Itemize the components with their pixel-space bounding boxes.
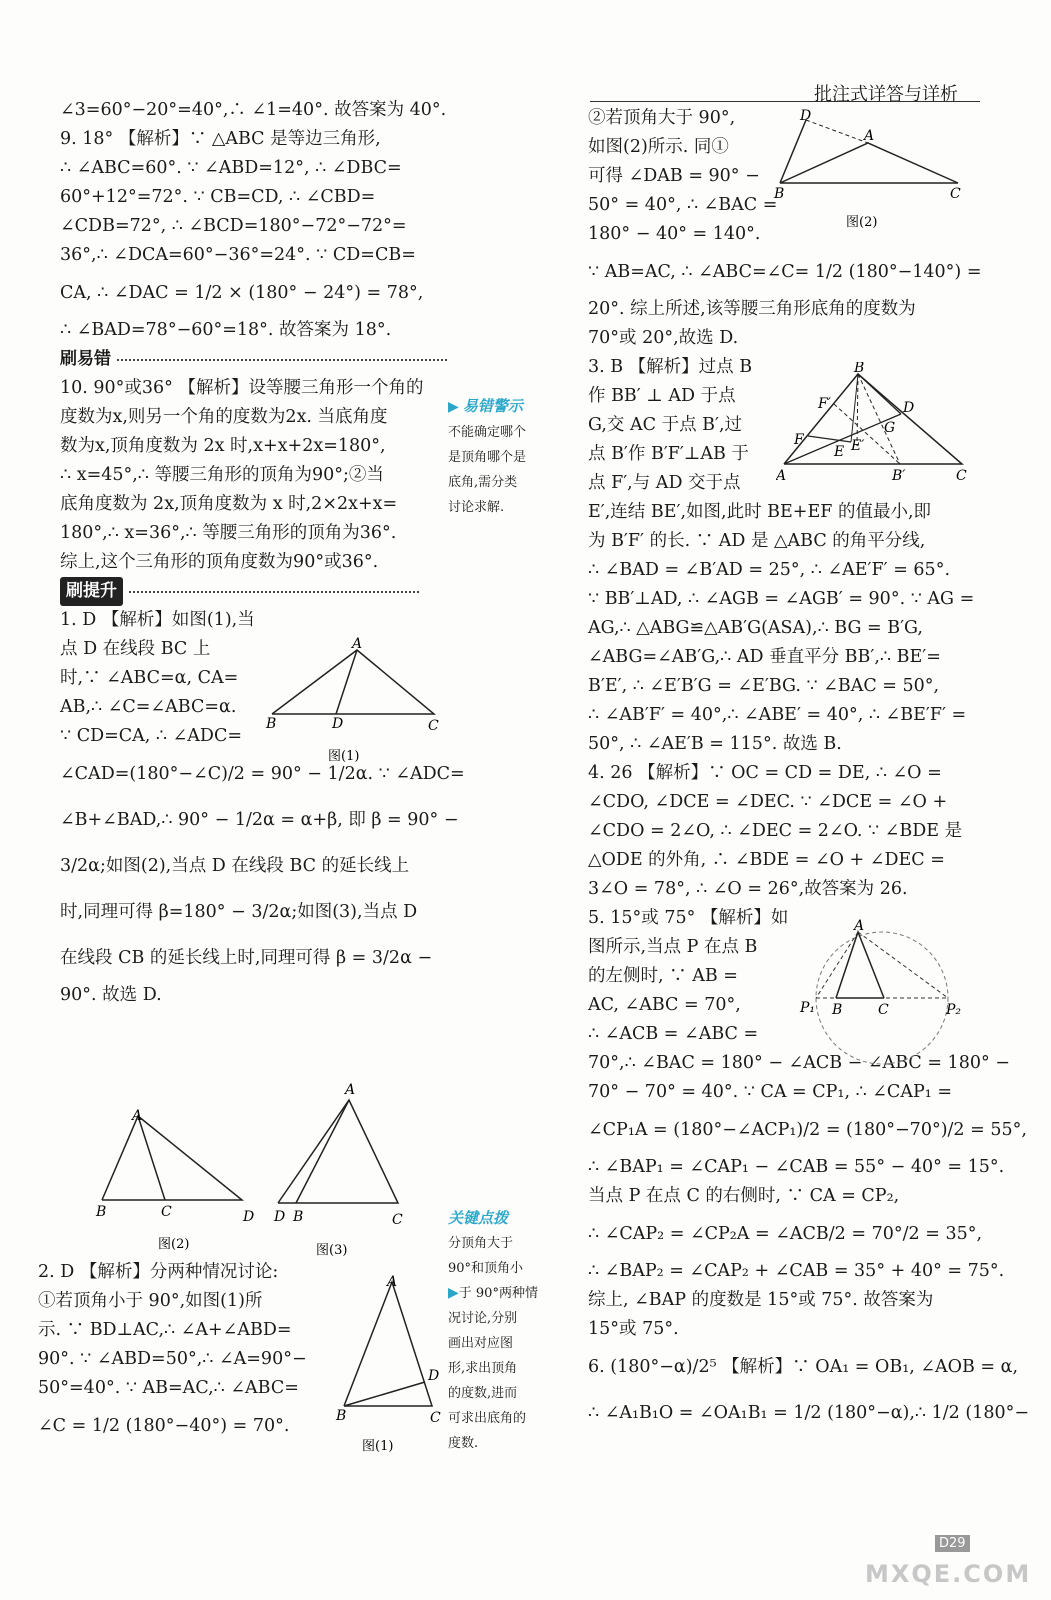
segment-da-dashed (806, 120, 868, 143)
sidebar-line: 画出对应图 (448, 1336, 514, 1351)
text-line: ∵ CD=CA, ∴ ∠ADC= (60, 726, 243, 746)
text-line: 36°,∴ ∠DCA=60°−36°=24°. ∵ CD=CB= (60, 245, 416, 265)
text-line: 90°. ∵ ∠ABD=50°,∴ ∠A=90°− (38, 1349, 307, 1369)
point-label: G (884, 420, 896, 436)
text-line: ∴ ∠AB′F′ = 40°,∴ ∠ABE′ = 40°, ∴ ∠BE′F′ = (588, 705, 967, 725)
arrow-icon: ▶ (448, 1285, 459, 1301)
text-line: 180° − 40° = 140°. (588, 224, 761, 244)
text-line: 60°+12°=72°. ∵ CB=CD, ∴ ∠CBD= (60, 187, 376, 207)
sidebar-line: 讨论求解. (448, 500, 505, 515)
text-line: 点 F′,与 AD 交于点 (588, 473, 741, 493)
sidebar-line: 的度数,进而 (448, 1386, 518, 1401)
sidebar-line: 可求出底角的 (448, 1411, 527, 1426)
text-line: 50°=40°. ∵ AB=AC,∴ ∠ABC= (38, 1378, 299, 1398)
point-label: D (800, 108, 812, 124)
point-label: A (352, 636, 363, 652)
segment-bd (344, 1382, 425, 1406)
point-label: C (430, 1410, 441, 1426)
figure-q1-2-3 (90, 1078, 420, 1262)
text-line: ∠CDO, ∠DCE = ∠DEC. ∵ ∠DCE = ∠O + (588, 792, 948, 812)
text-line: 20°. 综上所述,该等腰三角形底角的度数为 (588, 299, 916, 319)
text-line: 数为x,顶角度数为 2x 时,x+x+2x=180°, (60, 436, 386, 456)
text-line: ∠CDO = 2∠O, ∴ ∠DEC = 2∠O. ∵ ∠BDE 是 (588, 821, 963, 841)
triangle-q1-3 (278, 1100, 398, 1203)
text-line: 时,同理可得 β=180° − 3/2α;如图(3),当点 D (60, 902, 418, 922)
text-line: 图所示,当点 P 在点 B (588, 937, 758, 957)
sidebar-warning (448, 394, 526, 520)
figure-caption: 图(1) (362, 1439, 394, 1454)
text-line: 50°, ∴ ∠AE′B = 115°. 故选 B. (588, 734, 842, 754)
text-line: 4. 26 【解析】∵ OC = CD = DE, ∴ ∠O = (588, 763, 942, 783)
sidebar-line: 是顶角哪个是 (448, 450, 527, 465)
point-label: P₁ (800, 1000, 816, 1016)
text-line: AC, ∠ABC = 70°, (588, 995, 741, 1015)
sidebar-line: ▶于 90°两种情 (448, 1285, 538, 1301)
point-label: B (774, 186, 785, 202)
point-label: C (878, 1002, 889, 1018)
triangle-abc (836, 932, 884, 998)
watermark: MXQE.COM (865, 1560, 1032, 1588)
text-line: 点 D 在线段 BC 上 (60, 639, 211, 659)
section-improve (60, 577, 465, 606)
sidebar-line: 底角,需分类 (448, 475, 518, 490)
text-line: 2. D 【解析】分两种情况讨论: (38, 1262, 279, 1282)
text-line: ∴ ∠ACB = ∠ABC = (588, 1024, 759, 1044)
text-line: ∠CP₁A = (180°−∠ACP₁)/2 = (180°−70°)/2 = 55°, (588, 1120, 1027, 1140)
text-line: 综上,这个三角形的顶角度数为90°或36°. (60, 552, 379, 572)
text-line: 6. (180°−α)/2⁵ 【解析】∵ OA₁ = OB₁, ∠AOB = α, (588, 1357, 1019, 1377)
figure-q3 (776, 362, 976, 496)
figure-q2-1 (332, 1270, 447, 1469)
point-label: A (854, 918, 865, 934)
segment-fe (808, 436, 851, 442)
point-label: D (332, 716, 344, 732)
text-line: 70°,∴ ∠BAC = 180° − ∠ACB − ∠ABC = 180° − (588, 1053, 1010, 1073)
point-label: B (832, 1002, 843, 1018)
sidebar-line: 度数. (448, 1436, 479, 1451)
point-label: C (161, 1204, 172, 1220)
point-label: B′ (892, 468, 906, 484)
segment-ac (138, 1116, 165, 1200)
point-label: F′ (818, 396, 831, 412)
text-line: 为 B′F′ 的长. ∵ AD 是 △ABC 的角平分线, (588, 531, 926, 551)
point-label: B (336, 1408, 347, 1424)
triangle-q1-2 (102, 1116, 242, 1200)
text-line: ∵ AB=AC, ∴ ∠ABC=∠C= 1/2 (180°−140°) = (588, 262, 982, 282)
text-line: 底角度数为 2x,顶角度数为 x 时,2×2x+x= (60, 494, 398, 514)
point-label: C (428, 718, 439, 734)
point-label: P₂ (946, 1002, 962, 1018)
page-number: D29 (935, 1535, 970, 1552)
text-line: 70°或 20°,故选 D. (588, 328, 739, 348)
left-column-top (60, 96, 465, 1010)
text-line: 的左侧时, ∵ AB = (588, 966, 738, 986)
text-line: ∴ ∠BAP₂ = ∠CAP₂ + ∠CAB = 35° + 40° = 75°. (588, 1261, 1005, 1281)
text-line: ∠CAD=(180°−∠C)/2 = 90° − 1/2α. ∵ ∠ADC= (60, 764, 465, 784)
text-line: 度数为x,则另一个角的度数为2x. 当底角度 (60, 407, 388, 427)
point-label: D (274, 1209, 286, 1225)
sidebar-key-points (448, 1206, 538, 1456)
point-label: A (864, 128, 875, 144)
point-label: D (243, 1209, 255, 1225)
point-label: B (293, 1209, 304, 1225)
text-line: CA, ∴ ∠DAC = 1/2 × (180° − 24°) = 78°, (60, 283, 424, 303)
text-line: 3/2α;如图(2),当点 D 在线段 BC 的延长线上 (60, 856, 410, 876)
text-line: ∴ ∠CAP₂ = ∠CP₂A = ∠ACB/2 = 70°/2 = 35°, (588, 1224, 983, 1244)
text-line: 时,∵ ∠ABC=α, CA= (60, 668, 239, 688)
point-label: B (854, 362, 865, 376)
point-label: F (794, 432, 804, 448)
sidebar-line: 形,求出顶角 (448, 1361, 518, 1376)
text-line: 示. ∵ BD⊥AC,∴ ∠A+∠ABD= (38, 1320, 292, 1340)
arrow-icon: ▶ (448, 399, 459, 415)
text-line: 点 B′作 B′F′⊥AB 于 (588, 444, 749, 464)
text-line: 9. 18° 【解析】∵ △ABC 是等边三角形, (60, 129, 381, 149)
text-line: ∠ABG=∠AB′G,∴ AD 垂直平分 BB′,∴ BE′= (588, 647, 941, 667)
text-line: 90°. 故选 D. (60, 985, 162, 1005)
sidebar-warning-title: ▶ 易错警示 (448, 397, 523, 415)
text-line: ∴ ∠BAD = ∠B′AD = 25°, ∴ ∠AE′F′ = 65°. (588, 560, 951, 580)
figure-q1-1 (262, 636, 452, 770)
point-label: A (776, 468, 787, 484)
header-title: 批注式详答与详析 (814, 84, 958, 105)
point-label: D (428, 1368, 440, 1384)
right-column (588, 104, 1029, 1436)
text-line: ∠C = 1/2 (180°−40°) = 70°. (38, 1416, 290, 1436)
left-column-bottom (38, 1258, 307, 1449)
segment-ad (858, 374, 901, 414)
segment-ab (296, 1100, 349, 1203)
sidebar-line: 分顶角大于 (448, 1236, 514, 1251)
point-label: A (345, 1082, 356, 1098)
text-line: 当点 P 在点 C 的右侧时, ∵ CA = CP₂, (588, 1186, 900, 1206)
point-label: C (392, 1212, 403, 1228)
text-line: 3∠O = 78°, ∴ ∠O = 26°,故答案为 26. (588, 879, 908, 899)
section-error-prone (60, 345, 465, 374)
point-label: D (903, 400, 915, 416)
text-line: ②若顶角大于 90°, (588, 108, 736, 128)
point-label: B (266, 716, 277, 732)
text-line: E′,连结 BE′,如图,此时 BE+EF 的值最小,即 (588, 502, 932, 522)
text-line: AB,∴ ∠C=∠ABC=α. (60, 697, 237, 717)
text-line: 70° − 70° = 40°. ∵ CA = CP₁, ∴ ∠CAP₁ = (588, 1082, 952, 1102)
section-badge: 刷提升 (60, 577, 123, 606)
text-line: 1. D 【解析】如图(1),当 (60, 610, 255, 630)
text-line: 综上, ∠BAP 的度数是 15°或 75°. 故答案为 (588, 1290, 934, 1310)
text-line: ∴ ∠A₁B₁O = ∠OA₁B₁ = 1/2 (180°−α),∴ 1/2 (180°− (588, 1403, 1029, 1423)
text-line: 3. B 【解析】过点 B (588, 357, 753, 377)
text-line: AG,∴ △ABG≌△AB′G(ASA),∴ BG = B′G, (588, 618, 923, 638)
text-line: ∠3=60°−20°=40°,∴ ∠1=40°. 故答案为 40°. (60, 100, 447, 120)
text-line: 50° = 40°, ∴ ∠BAC = (588, 195, 778, 215)
point-label: C (956, 468, 967, 484)
text-line: 180°,∴ x=36°,∴ 等腰三角形的顶角为36°. (60, 523, 397, 543)
figure-q5 (796, 918, 972, 1072)
text-line: ∴ ∠BAD=78°−60°=18°. 故答案为 18°. (60, 320, 392, 340)
sidebar-line: 况讨论,分别 (448, 1311, 518, 1326)
triangle-abc (272, 650, 434, 714)
segment-ad (336, 650, 357, 714)
sidebar-key-title: 关键点拨 (448, 1209, 509, 1227)
figure-caption: 图(2) (846, 215, 878, 230)
figure-caption: 图(2) (158, 1237, 190, 1252)
point-label: A (387, 1274, 398, 1290)
text-line: ∠B+∠BAD,∴ 90° − 1/2α = α+β, 即 β = 90° − (60, 810, 459, 830)
text-line: 如图(2)所示. 同① (588, 137, 729, 157)
text-line: 15°或 75°. (588, 1319, 679, 1339)
text-line: ①若顶角小于 90°,如图(1)所 (38, 1291, 263, 1311)
figure-caption: 图(3) (316, 1243, 348, 1258)
text-line: ∠CDB=72°, ∴ ∠BCD=180°−72°−72°= (60, 216, 407, 236)
text-line: ∴ ∠BAP₁ = ∠CAP₁ − ∠CAB = 55° − 40° = 15°. (588, 1157, 1005, 1177)
text-line: B′E′, ∴ ∠E′B′G = ∠E′BG. ∵ ∠BAC = 50°, (588, 676, 940, 696)
dotted-rule (117, 359, 447, 361)
text-line: 在线段 CB 的延长线上时,同理可得 β = 3/2α − (60, 948, 433, 968)
point-label: C (950, 186, 961, 202)
triangle-q2-2 (780, 143, 958, 183)
sidebar-line: 不能确定哪个 (448, 425, 527, 440)
point-label: B (96, 1204, 107, 1220)
header-rule (590, 101, 980, 102)
text-line: 作 BB′ ⊥ AD 于点 (588, 386, 736, 406)
text-line: 10. 90°或36° 【解析】设等腰三角形一个角的 (60, 378, 424, 398)
text-line: 5. 15°或 75° 【解析】如 (588, 908, 789, 928)
sidebar-line: 90°和顶角小 (448, 1261, 524, 1276)
text-line: ∴ x=45°,∴ 等腰三角形的顶角为90°;②当 (60, 465, 384, 485)
text-line: ∵ BB′⊥AD, ∴ ∠AGB = ∠AGB′ = 90°. ∵ AG = (588, 589, 975, 609)
text-line: G,交 AC 于点 B′,过 (588, 415, 743, 435)
figure-q2-2 (770, 108, 970, 242)
point-label: E′ (851, 438, 865, 454)
dotted-rule (129, 591, 419, 593)
segment-ap1-dashed (816, 932, 858, 998)
point-label: E (834, 444, 845, 460)
text-line: 可得 ∠DAB = 90° − (588, 166, 760, 186)
point-label: A (132, 1108, 143, 1124)
section-title: 刷易错 (60, 349, 111, 369)
text-line: △ODE 的外角, ∴ ∠BDE = ∠O + ∠DEC = (588, 850, 945, 870)
triangle-q2-1 (344, 1282, 432, 1406)
figure-caption: 图(1) (328, 749, 360, 764)
text-line: ∴ ∠ABC=60°. ∵ ∠ABD=12°, ∴ ∠DBC= (60, 158, 402, 178)
